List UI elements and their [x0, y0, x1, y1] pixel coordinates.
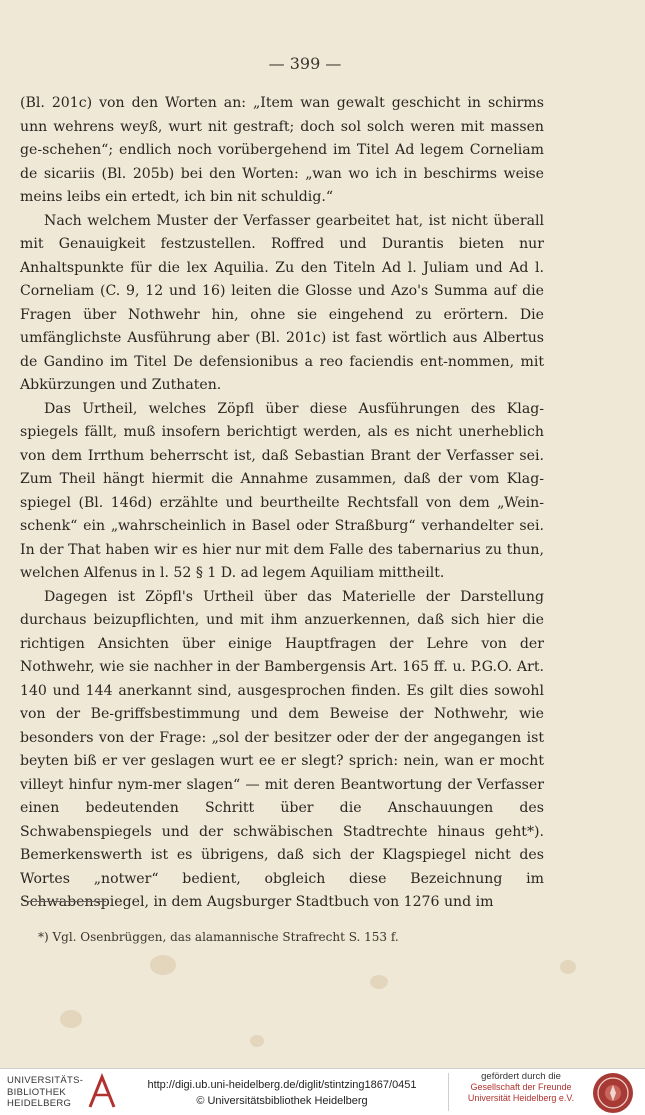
paragraph: (Bl. 201c) von den Worten an: „Item wan gewalt geschicht in schirms unn wehrens weyß, wurt nit gestraft; doch sol solch weren mit massen ge-schehen“; endlich noch vorübergehend im Titel Ad legem Corneliam de sicariis (Bl. 205b) bei den Worten: „wan wo ich in beschirms weise meins leibs ein ertedt, ich bin nit schuldig.“	[20, 95, 544, 205]
foxing-spot	[560, 960, 576, 974]
library-logo-icon[interactable]	[86, 1073, 118, 1111]
viewer-footer	[0, 1068, 645, 1115]
paragraph: Das Urtheil, welches Zöpfl über diese Ausführungen des Klag-spiegels fällt, muß insofern berichtigt werden, als es nicht unerheblich von dem Irrthum beherrscht ist, daß Sebastian Brant der Verfasser sei. Zum Theil hängt hiermit die Annahme zusammen, daß der vom Klag-spiegel (Bl. 146d) erzählte und beurtheilte Rechtsfall von dem „Wein-schenk“ ein „wahrscheinlich in Basel oder Straßburg“ verhandelter sei. In der That haben wir es hier nur mit dem Falle des tabernarius zu thun, welchen Alfenus in l. 52 § 1 D. ad legem Aquiliam mittheilt.	[20, 400, 544, 581]
sponsor-name: Universität Heidelberg e.V.	[467, 1092, 575, 1103]
society-seal-icon[interactable]	[592, 1072, 634, 1114]
sponsor-label: gefördert durch die	[481, 1071, 561, 1082]
copyright-notice: © Universitätsbibliothek Heidelberg	[196, 1095, 368, 1107]
paragraph: Nach welchem Muster der Verfasser gearbeitet hat, ist nicht überall mit Genauigkeit festzustellen. Roffred und Durantis bieten nur Anhaltspunkte für die lex Aquilia. Zu den Titeln Ad l. Juliam und Ad l. Corneliam (C. 9, 12 und 16) leiten die Glosse und Azo's Summa auf die Fragen über Nothwehr hin, ohne sie eingehend zu erörtern. Die umfänglichste Ausführung aber (Bl. 201c) ist fast wörtlich aus Albertus de Gandino im Titel De defensionibus a reo faciendis ent-nommen, mit Abkürzungen und Zuthaten.	[20, 212, 544, 393]
foxing-spot	[150, 955, 176, 975]
permalink-url[interactable]: http://digi.ub.uni-heidelberg.de/diglit/stintzing1867/0451	[147, 1079, 417, 1091]
paragraph: Dagegen ist Zöpfl's Urtheil über das Materielle der Darstellung durchaus beizupflichten, und mit ihm anzuerkennen, daß sich hier die richtigen Ansichten über einige Hauptfragen der Lehre von der Nothwehr, wie sie nachher in der Bambergensis Art. 165 ff. u. P.G.O. Art. 140 und 144 anerkannt sind, ausgesprochen finden. Es gilt dies sowohl von der Be-griffsbestimmung und dem Beweise der Nothwehr, wie besonders von der Frage: „sol der besitzer oder der der angegangen ist beyten biß er ver geslagen wurt ee er slegt? sprich: nein, wan er mocht villeyt hinfur nym-mer slagen“ — mit deren Beantwortung der Verfasser einen bedeutenden Schritt über die Anschauungen des Schwabenspiegels und der schwäbischen Stadtrechte hinaus geht*). Bemerkenswerth ist es übrigens, daß sich der Klagspiegel nicht des Wortes „notwer“ bedient, obgleich diese Bezeichnung im Schwabenspiegel, in dem Augsburger Stadtbuch von 1276 und im	[20, 588, 544, 910]
foxing-spot	[60, 1010, 82, 1028]
foxing-spot	[370, 975, 388, 989]
footnote-divider	[24, 901, 106, 902]
library-name[interactable]: UNIVERSITÄTS- BIBLIOTHEK HEIDELBERG	[7, 1075, 84, 1109]
sponsor-block[interactable]	[456, 1071, 586, 1103]
page-number: — 399 —	[268, 54, 342, 73]
sponsor-name: Gesellschaft der Freunde	[470, 1082, 572, 1092]
footnote: *) Vgl. Osenbrüggen, das alamannische Strafrecht S. 153 f.	[38, 930, 399, 944]
footer-divider	[448, 1073, 449, 1111]
body-text	[20, 92, 544, 915]
foxing-spot	[250, 1035, 264, 1047]
